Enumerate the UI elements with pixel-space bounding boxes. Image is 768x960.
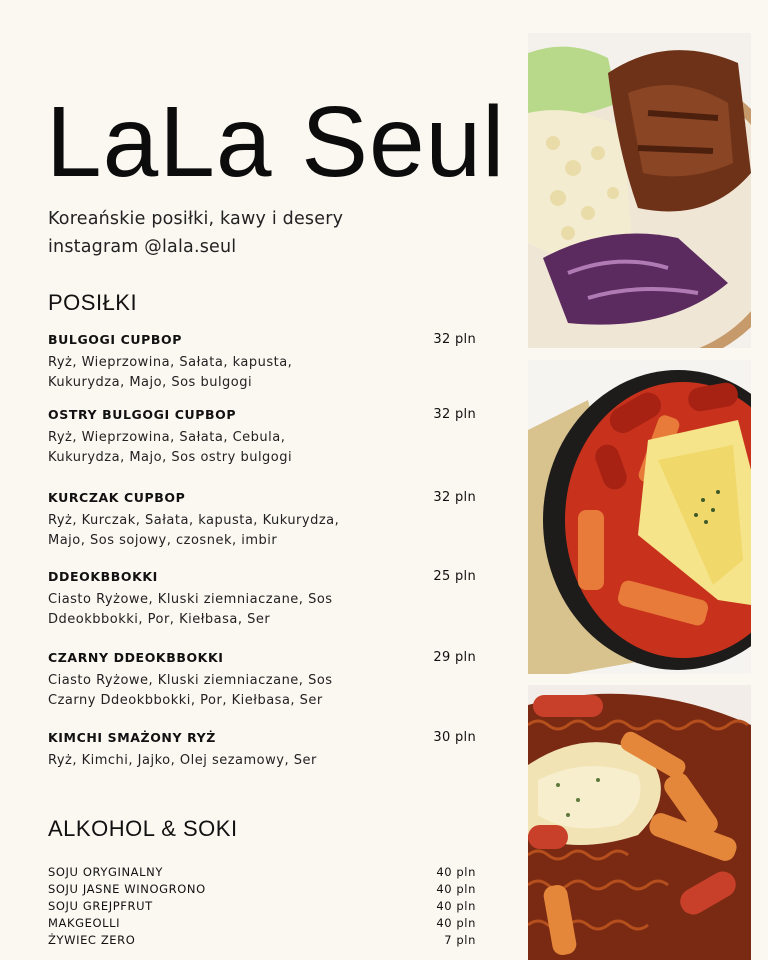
menu-item — [48, 490, 476, 551]
menu-item-price: 25 pln — [433, 569, 476, 584]
restaurant-title: LaLa Seul — [46, 86, 506, 198]
drink-price: 7 pln — [444, 933, 476, 947]
menu-item-price: 32 pln — [433, 490, 476, 505]
drink-name: ŻYWIEC ZERO — [48, 933, 136, 947]
drink-item — [48, 916, 476, 930]
drink-price: 40 pln — [436, 865, 476, 879]
drink-price: 40 pln — [436, 899, 476, 913]
drink-name: SOJU GREJPFRUT — [48, 899, 153, 913]
czarny-ddeokbbokki-photo — [528, 685, 751, 960]
drink-item — [48, 865, 476, 879]
menu-item — [48, 650, 476, 711]
menu-item — [48, 569, 476, 630]
menu-item-description: Ciasto Ryżowe, Kluski ziemniaczane, Sos Ddeokbbokki, Por, Kiełbasa, Ser — [48, 592, 333, 627]
drink-name: SOJU JASNE WINOGRONO — [48, 882, 206, 896]
drink-name: SOJU ORYGINALNY — [48, 865, 163, 879]
drink-name: MAKGEOLLI — [48, 916, 121, 930]
menu-item — [48, 730, 476, 771]
menu-item-price: 29 pln — [433, 650, 476, 665]
tagline: Koreańskie posiłki, kawy i desery — [48, 209, 344, 229]
menu-item — [48, 332, 476, 393]
menu-item-price: 30 pln — [433, 730, 476, 745]
drink-price: 40 pln — [436, 916, 476, 930]
drink-item — [48, 882, 476, 896]
menu-item-description: Ryż, Wieprzowina, Sałata, Cebula, Kukurydza, Majo, Sos ostry bulgogi — [48, 430, 293, 465]
menu-item-name: DDEOKBBOKKI — [48, 569, 158, 584]
menu-item-description: Ryż, Kimchi, Jajko, Olej sezamowy, Ser — [48, 753, 317, 768]
drink-price: 40 pln — [436, 882, 476, 896]
menu-item — [48, 407, 476, 468]
menu-item-name: OSTRY BULGOGI CUPBOP — [48, 407, 237, 422]
drink-item — [48, 933, 476, 947]
menu-item-description: Ryż, Wieprzowina, Sałata, kapusta, Kukurydza, Majo, Sos bulgogi — [48, 355, 293, 390]
menu-item-name: KURCZAK CUPBOP — [48, 490, 186, 505]
ddeokbbokki-photo — [528, 360, 751, 674]
menu-item-price: 32 pln — [433, 332, 476, 347]
drinks-heading: ALKOHOL & SOKI — [48, 816, 238, 841]
menu-item-description: Ciasto Ryżowe, Kluski ziemniaczane, Sos Czarny Ddeokbbokki, Por, Kiełbasa, Ser — [48, 673, 333, 708]
menu-item-name: BULGOGI CUPBOP — [48, 332, 182, 347]
menu-item-name: KIMCHI SMAŻONY RYŻ — [48, 730, 216, 745]
menu-item-name: CZARNY DDEOKBBOKKI — [48, 650, 224, 665]
drink-item — [48, 899, 476, 913]
menu-item-price: 32 pln — [433, 407, 476, 422]
instagram-handle: instagram @lala.seul — [48, 237, 237, 257]
bulgogi-cupbop-photo — [528, 33, 751, 348]
menu-item-description: Ryż, Kurczak, Sałata, kapusta, Kukurydza, Majo, Sos sojowy, czosnek, imbir — [48, 513, 340, 548]
meals-heading: POSIŁKI — [48, 290, 138, 315]
